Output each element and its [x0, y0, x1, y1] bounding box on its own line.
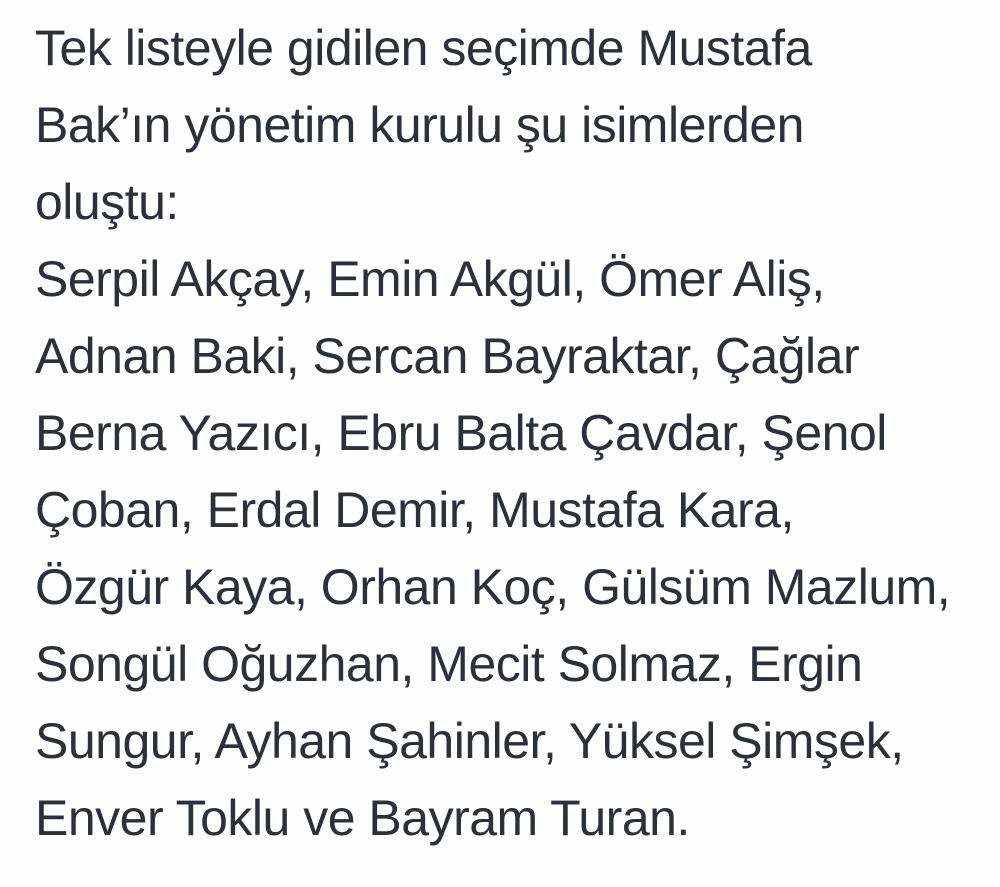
- text-line: Sungur, Ayhan Şahinler, Yüksel Şimşek,: [35, 713, 904, 769]
- text-line: Adnan Baki, Sercan Bayraktar, Çağlar: [35, 328, 860, 384]
- text-line: oluştu:: [35, 174, 179, 230]
- text-line: Enver Toklu ve Bayram Turan.: [35, 790, 690, 846]
- text-line: Bak’ın yönetim kurulu şu isimlerden: [35, 97, 804, 153]
- text-line: Özgür Kaya, Orhan Koç, Gülsüm Mazlum,: [35, 559, 951, 615]
- text-line: Songül Oğuzhan, Mecit Solmaz, Ergin: [35, 636, 863, 692]
- text-line: Berna Yazıcı, Ebru Balta Çavdar, Şenol: [35, 405, 887, 461]
- text-line: Çoban, Erdal Demir, Mustafa Kara,: [35, 482, 794, 538]
- text-line: Serpil Akçay, Emin Akgül, Ömer Aliş,: [35, 251, 825, 307]
- text-line: Tek listeyle gidilen seçimde Mustafa: [35, 20, 812, 76]
